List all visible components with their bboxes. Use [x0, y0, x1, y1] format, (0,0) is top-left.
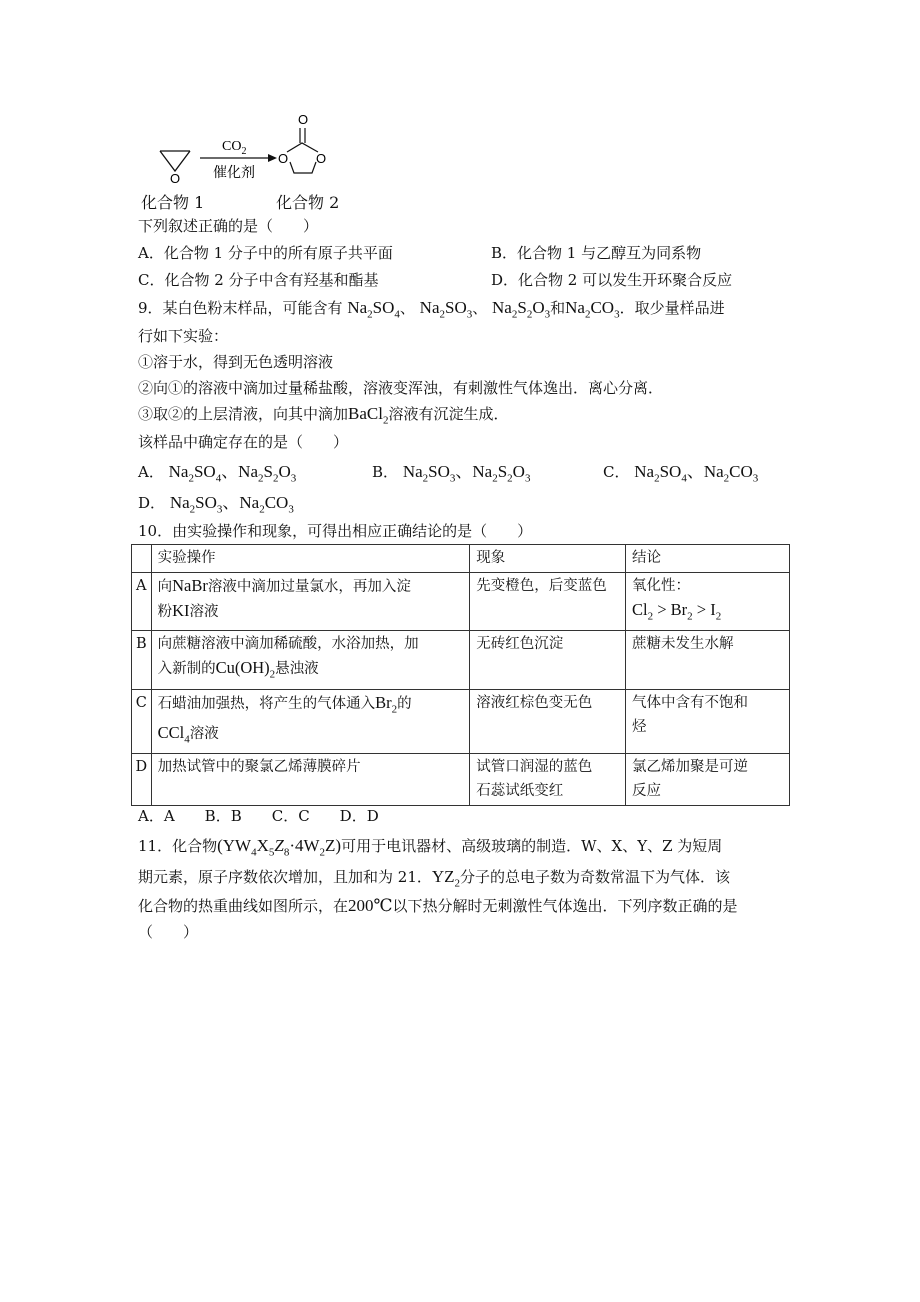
q8-option-d: D．化合物 2 可以发生开环聚合反应 [491, 271, 733, 289]
row-key: D [132, 754, 152, 806]
row-operation: 向NaBr溶液中滴加过量氯水，再加入淀 粉KI溶液 [151, 573, 470, 631]
row-phenomenon: 试管口润湿的蓝色 石蕊试纸变红 [470, 754, 626, 806]
q8-option-b: B．化合物 1 与乙醇互为同系物 [491, 244, 702, 262]
q10-stem: 10．由实验操作和现象，可得出相应正确结论的是（ ） [138, 522, 533, 540]
epoxide-oxygen: O [170, 171, 181, 186]
row-conclusion: 气体中含有不饱和 烃 [625, 689, 789, 754]
q8-stem: 下列叙述正确的是（ ） [138, 217, 319, 235]
q9-option-d: D． $Na_2SO_3$、$Na_2CO_3$ [138, 493, 294, 516]
formula-yz2: $YZ_2$ [431, 867, 461, 890]
q9-option-c: C． $Na_2SO_4$、$Na_2CO_3$ [603, 462, 759, 485]
reaction-arrow-head [268, 154, 277, 162]
table-row [132, 631, 790, 689]
table-header-conclusion: 结论 [625, 545, 789, 573]
row-conclusion: 氯乙烯加聚是可逆 反应 [625, 754, 789, 806]
q9-line1: 9．某白色粉末样品，可能含有 $Na_2SO_4$、 $Na_2SO_3$、 $Na_2S_2O_3$和$Na_2CO_3$．取少量样品进 [138, 298, 725, 321]
q9-step2: ②向①的溶液中滴加过量稀盐酸，溶液变浑浊，有刺激性气体逸出．离心分离． [138, 379, 664, 397]
formula-compound: $(YW_4X_5Z_8\cdot 4W_2Z)$ [217, 836, 342, 859]
q11-line2: 期元素，原子序数依次增加，且加和为 21．$YZ_2$分子的总电子数为奇数常温下为气体．该 [138, 867, 731, 890]
temperature-200c: 200℃ [348, 896, 393, 915]
table-row [132, 754, 790, 806]
compound1-label: 化合物 1 [141, 193, 205, 212]
table-header-row [132, 545, 790, 573]
epoxide-ring [160, 151, 190, 171]
reagent-co2: $CO_2$ [222, 139, 247, 157]
row-phenomenon: 先变橙色，后变蓝色 [470, 573, 626, 631]
row-key: B [132, 631, 152, 689]
table-header-phenomenon: 现象 [470, 545, 626, 573]
formula-na2s2o3: $Na_2S_2O_3$ [492, 298, 551, 321]
formula-bacl2: BaCl$_2$ [348, 404, 389, 427]
carbonate-oxygen-right: O [316, 151, 327, 166]
row-phenomenon: 无砖红色沉淀 [470, 631, 626, 689]
row-conclusion: 蔗糖未发生水解 [625, 631, 789, 689]
q9-question: 该样品中确定存在的是（ ） [138, 433, 349, 451]
row-phenomenon: 溶液红棕色变无色 [470, 689, 626, 754]
row-conclusion: 氧化性： $Cl_2 > Br_2 > I_2$ [625, 573, 789, 631]
formula-na2so3: $Na_2SO_3$ [419, 298, 473, 321]
q9-step3: ③取②的上层清液，向其中滴加BaCl$_2$溶液有沉淀生成． [138, 404, 509, 427]
q9-line2: 行如下实验： [138, 327, 229, 345]
formula-na2so4: $Na_2SO_4$ [347, 298, 400, 321]
catalyst-label: 催化剂 [213, 165, 255, 181]
carbonate-ring-base [290, 162, 316, 173]
reaction-scheme [0, 0, 920, 215]
q9-option-b: B． $Na_2SO_3$、$Na_2S_2O_3$ [372, 462, 531, 485]
q8-option-c: C．化合物 2 分子中含有羟基和酯基 [138, 271, 379, 289]
q11-line1: 11．化合物$(YW_4X_5Z_8\cdot 4W_2Z)$可用于电讯器材、高级玻璃的制造．W、X、Y、Z 为短周 [138, 836, 723, 859]
table-header-key [132, 545, 152, 573]
q9-step1: ①溶于水，得到无色透明溶液 [138, 353, 334, 371]
table-row [132, 573, 790, 631]
carbonate-ring [287, 143, 318, 152]
q11-line4: （ ） [138, 923, 199, 941]
q9-option-a: A． $Na_2SO_4$、$Na_2S_2O_3$ [138, 462, 297, 485]
row-operation: 石蜡油加强热，将产生的气体通入$Br_2$的 CCl$_4$溶液 [151, 689, 470, 754]
q8-option-a: A．化合物 1 分子中的所有原子共平面 [138, 244, 393, 262]
row-key: A [132, 573, 152, 631]
table-header-operation: 实验操作 [151, 545, 470, 573]
experiment-table [131, 544, 790, 806]
compound2-label: 化合物 2 [276, 193, 340, 212]
row-operation: 加热试管中的聚氯乙烯薄膜碎片 [151, 754, 470, 806]
row-key: C [132, 689, 152, 754]
q10-answers: A．A B．B C．C D．D [138, 807, 379, 825]
carbonate-oxygen-left: O [278, 151, 289, 166]
table-row [132, 689, 790, 754]
row-operation: 向蔗糖溶液中滴加稀硫酸，水浴加热，加 入新制的$Cu(OH)_2$悬浊液 [151, 631, 470, 689]
q11-line3: 化合物的热重曲线如图所示，在200℃以下热分解时无刺激性气体逸出．下列序数正确的是 [138, 896, 738, 915]
carbonate-oxygen-top: O [298, 112, 309, 127]
formula-na2co3: $Na_2CO_3$ [565, 298, 620, 321]
